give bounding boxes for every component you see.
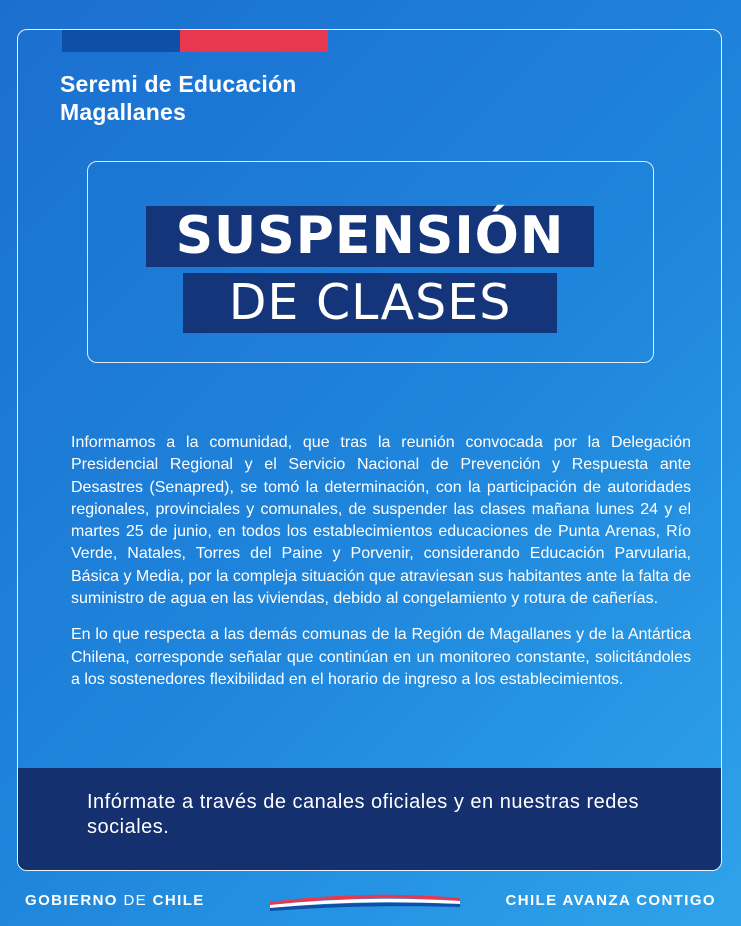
flag-stripe-blue: [62, 29, 180, 52]
gov-word-1: GOBIERNO: [25, 892, 118, 909]
title-frame: [87, 161, 654, 363]
organization-name: [60, 70, 296, 126]
flag-stripe-red: [180, 29, 328, 52]
announcement-body: [71, 432, 691, 705]
footer-banner: [18, 768, 721, 871]
announcement-card: [17, 29, 722, 871]
footer-notice: Infórmate a través de canales oficiales y en nuestras redes sociales.: [87, 791, 639, 838]
org-line-1: Seremi de Educación: [60, 71, 297, 97]
flag-swoosh-icon: [270, 888, 460, 912]
title-line-1: SUSPENSIÓN: [146, 206, 594, 267]
slogan: CHILE AVANZA CONTIGO: [505, 892, 716, 909]
body-paragraph-1: Informamos a la comunidad, que tras la reunión convocada por la Delegación Presidencial Regional y el Servicio Nacional de Prevención y Respuesta ante Desastres (Senapred), se tomó la determinación, con la participación de autoridades regionales, provinciales y comunales, de suspender las clases mañana lunes 24 y el martes 25 de junio, en todos los establecimientos educaciones de Punta Arenas, Río Verde, Natales, Torres del Paine y Porvenir, considerando Educación Parvularia, Básica y Media, por la compleja situación que atraviesan sus habitantes ante la falta de suministro de agua en las viviendas, debido al congelamiento y rotura de cañerías.: [71, 434, 691, 608]
government-logo-text: [25, 892, 205, 909]
gov-word-2: DE: [123, 892, 148, 909]
body-paragraph-2: En lo que respecta a las demás comunas de la Región de Magallanes y de la Antártica Chilena, corresponde señalar que continúan en un monitoreo constante, solicitándoles a los sostenedores flexibilidad en el horario de ingreso a los establecimientos.: [71, 626, 691, 688]
org-line-2: Magallanes: [60, 99, 186, 125]
gov-word-3: CHILE: [152, 892, 205, 909]
title-line-2: DE CLASES: [183, 273, 557, 333]
